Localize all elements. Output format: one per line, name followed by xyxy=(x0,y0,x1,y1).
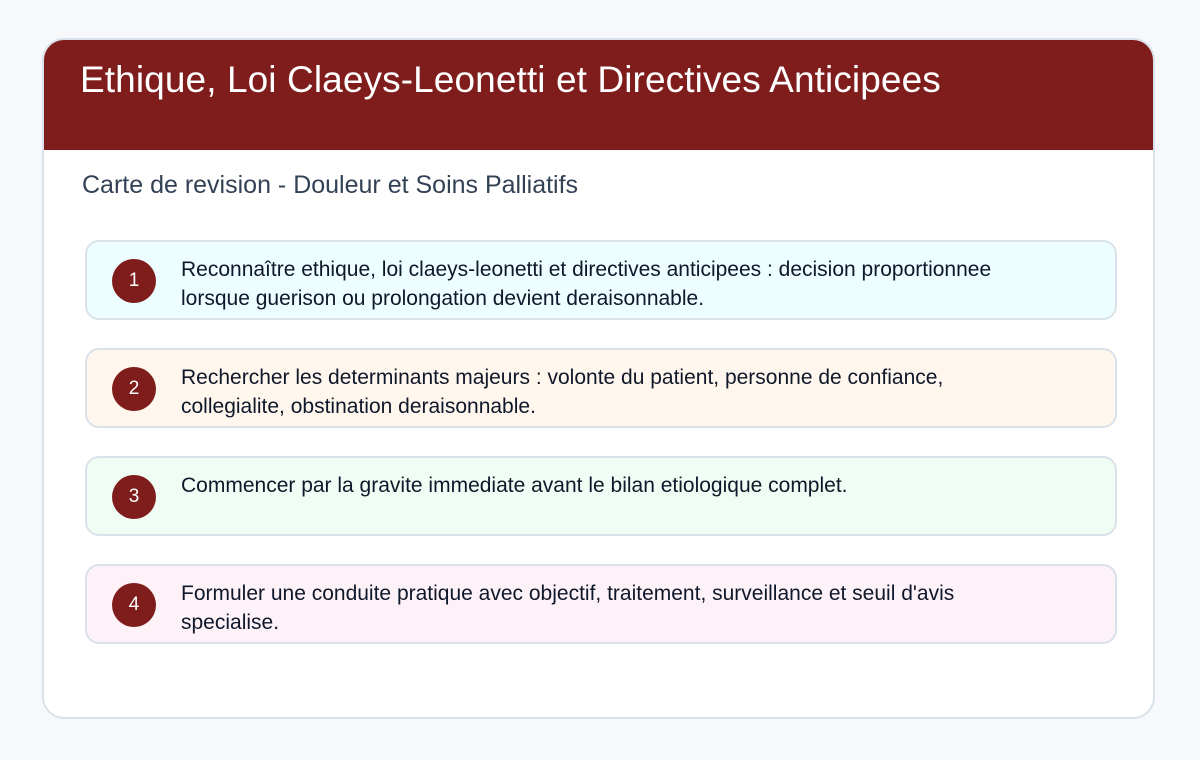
item-text: Commencer par la gravite immediate avant le bilan etiologique complet. xyxy=(181,474,848,497)
item-text: Rechercher les determinants majeurs : volonte du patient, personne de confiance, collegialite, obstination deraisonnable. xyxy=(181,366,944,418)
item-number-badge: 1 xyxy=(112,259,156,303)
item-text: Reconnaître ethique, loi claeys-leonetti et directives anticipees : decision proportionnee lorsque guerison ou prolongation devient deraisonnable. xyxy=(181,258,992,310)
item-number-badge: 2 xyxy=(112,367,156,411)
page-title: Ethique, Loi Claeys-Leonetti et Directives Anticipees xyxy=(80,59,941,100)
revision-card xyxy=(42,38,1155,719)
item-number-badge: 3 xyxy=(112,475,156,519)
item-number-badge: 4 xyxy=(112,583,156,627)
list-item xyxy=(85,456,1117,536)
list-item xyxy=(85,348,1117,428)
card-subtitle: Carte de revision - Douleur et Soins Palliatifs xyxy=(82,171,579,199)
item-text: Formuler une conduite pratique avec objectif, traitement, surveillance et seuil d'avis specialise. xyxy=(181,582,955,634)
card-header xyxy=(42,38,1155,150)
list-item xyxy=(85,240,1117,320)
list-item xyxy=(85,564,1117,644)
